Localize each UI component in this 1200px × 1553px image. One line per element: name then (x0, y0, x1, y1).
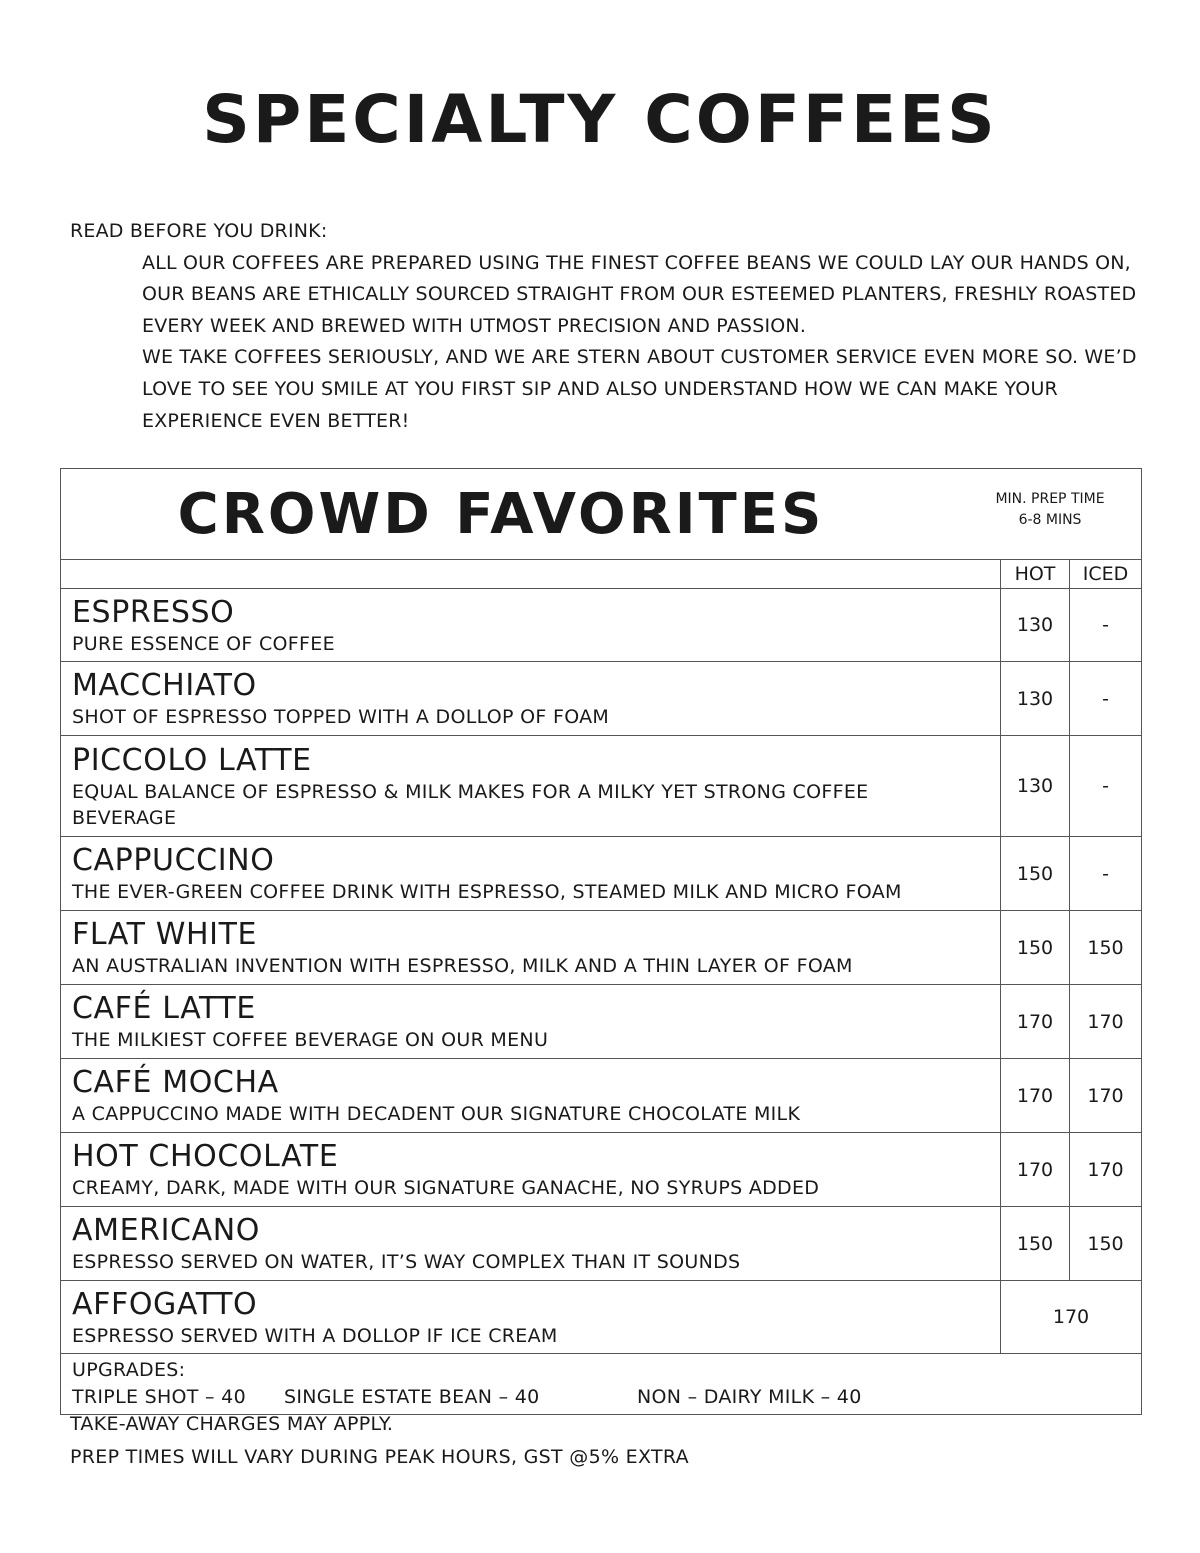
item-name: CAFÉ MOCHA (72, 1065, 279, 1100)
page-title: SPECIALTY COFFEES (202, 81, 998, 158)
footer-takeaway-note: TAKE-AWAY CHARGES MAY APPLY. (70, 1413, 394, 1435)
intro-text (70, 216, 1140, 437)
menu-item-cafe-latte (61, 985, 1142, 1059)
menu-item-cafe-mocha (61, 1059, 1142, 1133)
item-cell (61, 911, 1001, 985)
intro-paragraph-2: WE TAKE COFFEES SERIOUSLY, AND WE ARE STERN ABOUT CUSTOMER SERVICE EVEN MORE SO. WE’D LOVE TO SEE YOU SMILE AT YOU FIRST SIP AND ALSO UNDERSTAND HOW WE CAN MAKE YOUR EXPERIENCE EVEN BETTER! (142, 346, 1137, 432)
price-hot: 130 (1001, 736, 1070, 837)
menu-item-flat-white (61, 911, 1142, 985)
menu-item-hot-chocolate (61, 1133, 1142, 1207)
item-cell (61, 985, 1001, 1059)
price-iced: - (1070, 662, 1142, 736)
item-description: ESPRESSO SERVED ON WATER, IT’S WAY COMPLEX THAN IT SOUNDS (72, 1251, 741, 1273)
upgrades-list (72, 1384, 1130, 1411)
upgrades-row (61, 1354, 1142, 1415)
prep-time (985, 489, 1115, 531)
price-iced: 150 (1070, 911, 1142, 985)
price-hot: 150 (1001, 911, 1070, 985)
price-hot: 170 (1001, 985, 1070, 1059)
price-single: 170 (1001, 1281, 1142, 1354)
footer-notes (70, 1408, 1140, 1474)
item-name: PICCOLO LATTE (72, 742, 312, 778)
price-hot: 130 (1001, 589, 1070, 662)
price-iced: 170 (1070, 1059, 1142, 1133)
item-description: SHOT OF ESPRESSO TOPPED WITH A DOLLOP OF FOAM (72, 706, 610, 728)
item-description: THE MILKIEST COFFEE BEVERAGE ON OUR MENU (72, 1029, 549, 1051)
item-name: CAPPUCCINO (72, 843, 275, 878)
footer-gst-note: PREP TIMES WILL VARY DURING PEAK HOURS, GST @5% EXTRA (70, 1446, 689, 1468)
item-name: FLAT WHITE (72, 917, 258, 952)
price-hot: 130 (1001, 662, 1070, 736)
menu-item-espresso (61, 589, 1142, 662)
menu-item-americano (61, 1207, 1142, 1281)
item-name: AFFOGATTO (72, 1286, 258, 1322)
column-header-hot: HOT (1001, 560, 1070, 589)
item-description: A CAPPUCCINO MADE WITH DECADENT OUR SIGNATURE CHOCOLATE MILK (72, 1103, 801, 1125)
item-name: ESPRESSO (72, 594, 235, 630)
item-cell (61, 837, 1001, 911)
prep-time-label: MIN. PREP TIME (995, 491, 1105, 507)
price-iced: - (1070, 837, 1142, 911)
item-name: MACCHIATO (72, 668, 257, 703)
item-description: PURE ESSENCE OF COFFEE (72, 632, 335, 655)
item-description: ESPRESSO SERVED WITH A DOLLOP IF ICE CREAM (72, 1324, 558, 1347)
upgrade-single-estate-bean: SINGLE ESTATE BEAN – 40 (284, 1386, 540, 1408)
upgrades-heading: UPGRADES: (72, 1359, 186, 1381)
section-header-row (61, 469, 1142, 560)
intro-heading: READ BEFORE YOU DRINK: (70, 220, 328, 242)
item-cell (61, 736, 1001, 837)
menu-table (60, 468, 1142, 1415)
price-hot: 150 (1001, 1207, 1070, 1281)
item-description: CREAMY, DARK, MADE WITH OUR SIGNATURE GANACHE, NO SYRUPS ADDED (72, 1177, 820, 1199)
price-iced: - (1070, 589, 1142, 662)
menu-item-affogatto (61, 1281, 1142, 1354)
column-header-row (61, 560, 1142, 589)
item-cell (61, 1133, 1001, 1207)
price-iced: 170 (1070, 1133, 1142, 1207)
price-iced: - (1070, 736, 1142, 837)
prep-time-value: 6-8 MINS (1018, 512, 1082, 528)
item-description: THE EVER-GREEN COFFEE DRINK WITH ESPRESSO, STEAMED MILK AND MICRO FOAM (72, 881, 902, 903)
item-description: AN AUSTRALIAN INVENTION WITH ESPRESSO, MILK AND A THIN LAYER OF FOAM (72, 955, 853, 977)
section-header-cell (61, 469, 1142, 560)
menu-item-piccolo-latte (61, 736, 1142, 837)
item-name: CAFÉ LATTE (72, 991, 256, 1026)
item-cell (61, 1207, 1001, 1281)
menu-item-macchiato (61, 662, 1142, 736)
item-name: AMERICANO (72, 1213, 260, 1248)
price-hot: 170 (1001, 1133, 1070, 1207)
upgrade-triple-shot: TRIPLE SHOT – 40 (72, 1386, 246, 1408)
item-name: HOT CHOCOLATE (72, 1139, 339, 1174)
item-description: EQUAL BALANCE OF ESPRESSO & MILK MAKES FOR A MILKY YET STRONG COFFEE BEVERAGE (72, 780, 869, 829)
column-header-iced: ICED (1070, 560, 1142, 589)
price-hot: 150 (1001, 837, 1070, 911)
upgrade-non-dairy-milk: NON – DAIRY MILK – 40 (637, 1386, 862, 1408)
item-cell (61, 589, 1001, 662)
item-cell (61, 1059, 1001, 1133)
item-cell (61, 1281, 1001, 1354)
menu-item-cappuccino (61, 837, 1142, 911)
price-hot: 170 (1001, 1059, 1070, 1133)
price-iced: 170 (1070, 985, 1142, 1059)
price-iced: 150 (1070, 1207, 1142, 1281)
section-title: CROWD FAVORITES (177, 482, 825, 547)
item-cell (61, 662, 1001, 736)
intro-paragraph-1: ALL OUR COFFEES ARE PREPARED USING THE FINEST COFFEE BEANS WE COULD LAY OUR HANDS ON, OUR BEANS ARE ETHICALLY SOURCED STRAIGHT FROM OUR ESTEEMED PLANTERS, FRESHLY ROASTED EVERY WEEK AND BREWED WITH UTMOST PRECISION AND PASSION. (142, 251, 1137, 337)
column-header-item (61, 560, 1001, 589)
upgrades-cell (61, 1354, 1142, 1415)
